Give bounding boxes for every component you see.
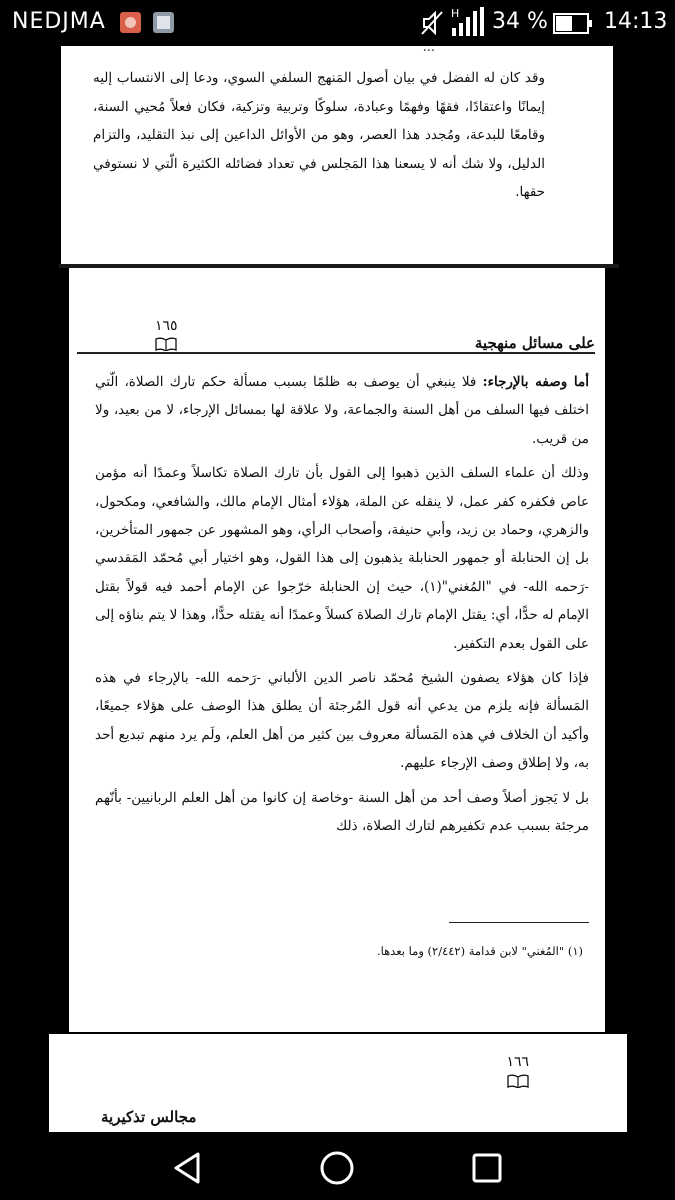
header-rule — [77, 352, 595, 354]
navigation-bar — [0, 1134, 675, 1200]
page-number: ١٦٦ — [506, 1054, 529, 1070]
mute-icon — [420, 10, 444, 36]
signal-icon — [450, 6, 490, 38]
network-type: H — [451, 7, 460, 20]
page-text — [93, 64, 545, 207]
book-icon — [507, 1074, 529, 1088]
book-page-166 — [49, 1034, 627, 1132]
footnote: (١) "المُغني" لابن قدامة (٢/٤٤٢) وما بعدها. — [376, 944, 583, 958]
carrier-name: NEDJMA — [12, 9, 106, 34]
home-icon[interactable] — [317, 1148, 357, 1188]
paragraph: وذلك أن علماء السلف الذين ذهبوا إلى القول بأن تارك الصلاة تكاسلاً وعمدًا أنه مؤمن عاص فكفره كفر عمل، لا ينقله عن الملة، هؤلاء أمثال الإمام مالك، والشافعي، ومكحول، والزهري، وحماد بن زيد، وأبي حنيفة، وأصحاب الرأي، وهو المشهور عن جمهور المتأخرين، بل إن الحنابلة أو جمهور الحنابلة يذهبون إلى هذا القول، وهو اختيار أبي مُحمّد المَقدسي -رَحمه الله- في "المُغني"(١)، حيث إن الحنابلة خرّجوا عن الإمام أحمد فيه قولاً بقتل الإمام له حدًّا، أي: يقتل الإمام تارك الصلاة كسلاً وعمدًا أنه يقتله حدًّا، وهذا لا يتم بناؤه إلى على القول بعدم التكفير. — [95, 465, 589, 652]
battery-percent: 34 % — [492, 9, 548, 34]
book-page-165 — [69, 268, 605, 1032]
running-title: مجالس تذكيرية — [101, 1108, 197, 1126]
book-icon — [155, 337, 177, 351]
page-number: ١٦٥ — [155, 318, 178, 334]
paragraph: فإذا كان هؤلاء يصفون الشيخ مُحمّد ناصر الدين الألباني -رَحمه الله- بالإرجاء في هذه المَسألة فإنه يلزم من يدعي أنه قول المُرجئة أن يطلق هذا الوصف على هؤلاء جميعًا، وأكيد أن الخلاف في هذه المَسألة معروف بين كثير من أهل العلم، ولَم يرد منهم تبديع أحد به، ولا إطلاق وصف الإرجاء عليهم. — [95, 670, 589, 772]
app-notification-icon — [120, 12, 141, 33]
page-body — [95, 368, 589, 845]
clock: 14:13 — [604, 9, 668, 34]
paragraph: وقد كان له الفضل في بيان أصول المَنهج السلفي السوي، ودعا إلى الانتساب إليه إيمانًا واعتقادًا، فقهًا وفهمًا وعبادة، سلوكًا وتربية وتزكية، فكان فعلاً مُحيي السنة، وقامعًا للبدعة، ومُجدد هذا العصر، وهو من الأوائل الداعين إلى نبذ التقليد، والتزام الدليل، ولا شك أنه لا يسعنا هذا المَجلس في تعداد فضائله الكثيرة الّتي لا نستوفي حقها. — [93, 70, 545, 201]
back-icon[interactable] — [168, 1148, 208, 1188]
recents-icon[interactable] — [467, 1148, 507, 1188]
footnote-rule — [449, 922, 589, 923]
book-page-top — [61, 40, 613, 264]
status-bar — [0, 0, 675, 46]
battery-icon — [553, 13, 589, 34]
running-title: على مسائل منهجية — [474, 334, 595, 352]
gallery-notification-icon — [153, 12, 174, 33]
paragraph: بل لا يَجوز أصلاً وصف أحد من أهل السنة -وخاصة إن كانوا من أهل العلم الربانيين- بأنّهم مرجئة بسبب عدم تكفيرهم لتارك الصلاة، ذلك — [95, 789, 589, 835]
paragraph: أما وصفه بالإرجاء: فلا ينبغي أن يوصف به ظلمًا بسبب مسألة حكم تارك الصلاة، الّتي اختلف فيها السلف من أهل السنة والجماعة، ولا علاقة لها بمسائل الإرجاء، لا من بعيد، ولا من قريب. — [95, 374, 589, 447]
cut-off-text: ... — [422, 40, 435, 55]
